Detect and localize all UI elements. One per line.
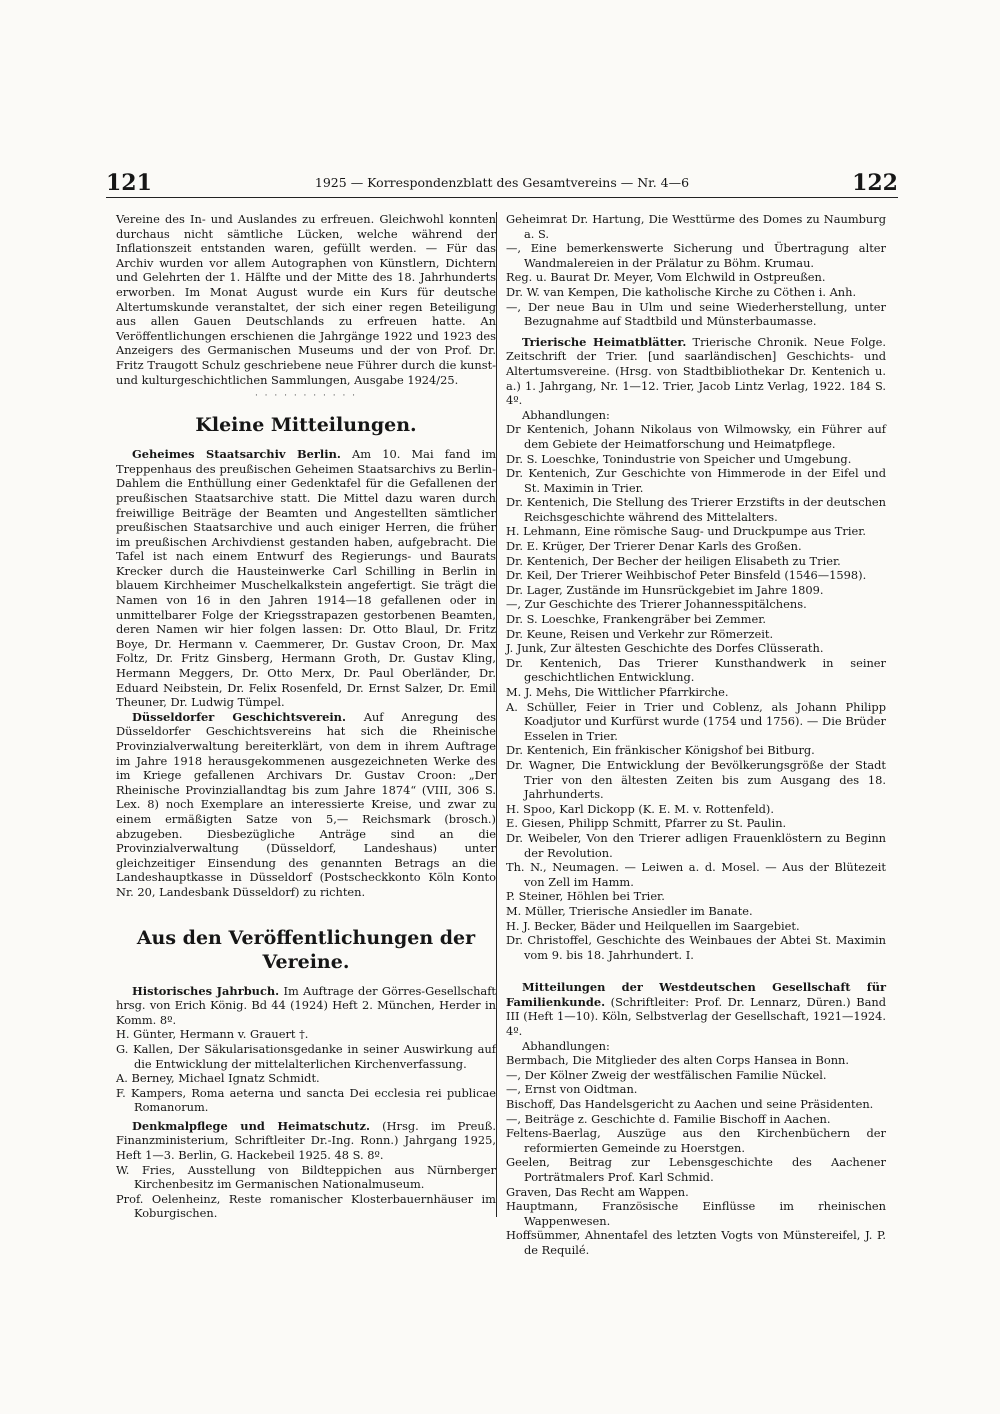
list-item: Dr. S. Loeschke, Tonindustrie von Speicher und Umgebung. [506, 451, 852, 466]
item-trierische-heimatblaetter [506, 335, 886, 408]
column-divider [496, 212, 497, 1217]
list-item: Graven, Das Recht am Wappen. [506, 1184, 689, 1199]
list-item: A. Schüller, Feier in Trier und Coblenz, als Johann Philipp Koadjutor und Kurfürst wurde (1754 und 1756). — Die Brüder Esselen in Trier. [506, 699, 886, 743]
list-item: Dr. Keune, Reisen und Verkehr zur Römerzeit. [506, 626, 774, 641]
item-westdeutsche-gesellschaft [506, 980, 886, 1038]
list-item: G. Kallen, Der Säkularisationsgedanke in seiner Auswirkung auf die Entwicklung der mittelalterlichen Kirchenverfassung. [116, 1041, 496, 1071]
list-item: Dr. Kentenich, Zur Geschichte von Himmerode in der Eifel und St. Maximin in Trier. [506, 466, 886, 495]
list-item: —, Zur Geschichte des Trierer Johannesspitälchens. [506, 597, 807, 612]
item-lead: Mitteilungen der Westdeutschen Gesellschaft für Familienkunde. [506, 980, 886, 1009]
left-column [116, 212, 496, 1221]
section-heading-veroeffentlichungen: Aus den Veröffentlichungen der Vereine. [136, 926, 476, 973]
list-item: Dr. E. Krüger, Der Trierer Denar Karls des Großen. [506, 539, 802, 554]
item-lead: Historisches Jahrbuch. [132, 983, 280, 998]
list-item: J. Junk, Zur ältesten Geschichte des Dorfes Clüsserath. [506, 641, 824, 656]
list-item: Bermbach, Die Mitglieder des alten Corps Hansea in Bonn. [506, 1053, 849, 1068]
item-body: (Schriftleiter: Prof. Dr. Lennarz, Düren.) Band III (Heft 1—10). Köln, Selbstverlag der Gesellschaft, 1921—1924. 4º. [506, 994, 886, 1039]
abhandlungen-label: Abhandlungen: [522, 407, 610, 422]
list-item: Dr. Kentenich, Der Becher der heiligen Elisabeth zu Trier. [506, 553, 841, 568]
list-item: Th. N., Neumagen. — Leiwen a. d. Mosel. — Aus der Blütezeit von Zell im Hamm. [506, 860, 886, 889]
list-item: —, Der neue Bau in Ulm und seine Wiederherstellung, unter Bezugnahme auf Stadtbild und Münsterbaumasse. [506, 299, 886, 329]
item-lead: Geheimes Staatsarchiv Berlin. [132, 447, 341, 462]
list-item: Dr. Wagner, Die Entwicklung der Bevölkerungsgröße der Stadt Trier von den ältesten Zeiten bis zum Ausgang des 18. Jahrhunderts. [506, 757, 886, 802]
list-item: Geheimrat Dr. Hartung, Die Westtürme des Domes zu Naumburg a. S. [506, 212, 886, 241]
list-item: M. J. Mehs, Die Wittlicher Pfarrkirche. [506, 685, 729, 699]
item-body: Trierische Chronik. Neue Folge. Zeitschrift der Trier. [und saarländischen] Geschichts- und Altertumsvereine. (Hrsg. von Stadtbibliothekar Dr. Kentenich u. a.) 1. Jahrgang, Nr. 1—12. Trier, Jacob Lintz Verlag, 1922. 184 S. 4º. [506, 334, 886, 408]
list-item: P. Steiner, Höhlen bei Trier. [506, 889, 665, 904]
list-item: Dr Kentenich, Johann Nikolaus von Wilmowsky, ein Führer auf dem Gebiete der Heimatforschung und Heimatpflege. [506, 422, 886, 451]
running-title: 1925 — Korrespondenzblatt des Gesamtvereins — Nr. 4—6 [314, 175, 690, 190]
list-item: Dr. Lager, Zustände im Hunsrückgebiet im Jahre 1809. [506, 582, 824, 597]
list-item: Reg. u. Baurat Dr. Meyer, Vom Elchwild in Ostpreußen. [506, 270, 826, 285]
list-item: Dr. W. van Kempen, Die katholische Kirche zu Cöthen i. Anh. [506, 284, 857, 299]
running-header [106, 170, 898, 200]
list-item: M. Müller, Trierische Ansiedler im Banate. [506, 903, 753, 918]
right-column [506, 212, 886, 1258]
list-item: —, Beiträge z. Geschichte d. Familie Bischoff in Aachen. [506, 1111, 831, 1126]
list-item: Dr. Weibeler, Von den Trierer adligen Frauenklöstern zu Beginn der Revolution. [506, 830, 886, 860]
list-item: Dr. Kentenich, Die Stellung des Trierer Erzstifts in der deutschen Reichsgeschichte während des Mittelalters. [506, 495, 886, 524]
list-item: Dr. Christoffel, Geschichte des Weinbaues der Abtei St. Maximin vom 9. bis 18. Jahrhundert. I. [506, 933, 886, 962]
item-lead: Düsseldorfer Geschichtsverein. [132, 709, 346, 724]
item-duesseldorfer-geschichtsverein [116, 710, 496, 900]
item-lead: Denkmalpflege und Heimatschutz. [132, 1118, 370, 1133]
list-item: Dr. S. Loeschke, Frankengräber bei Zemmer. [506, 612, 767, 627]
list-item: Geelen, Beitrag zur Lebensgeschichte des Aachener Porträtmalers Prof. Karl Schmid. [506, 1155, 886, 1184]
list-item: Hoffsümmer, Ahnentafel des letzten Vogts von Münstereifel, J. P. de Requilé. [506, 1228, 886, 1257]
intro-paragraph: Vereine des In- und Auslandes zu erfreuen. Gleichwohl konnten durchaus nicht sämtliche Lücken, welche während der Inflationszeit entstanden waren, gefüllt werden. — Für das Archiv wurden vor allem Autographen von Künstlern, Dichtern und Gelehrten der 1. Hälfte und der Mitte des 18. Jahrhunderts erworben. Im Monat August wurde ein Kurs für deutsche Altertumskunde veranstaltet, der sich einer regen Beteiligung aus allen Gauen Deutschlands zu erfreuen hatte. An Veröffentlichungen erschienen die Jahrgänge 1922 und 1923 des Anzeigers des Germanischen Museums und der von Prof. Dr. Fritz Traugott Schulz geschriebene neue Führer durch die kunst- und kulturgeschichtlichen Sammlungen, Ausgabe 1924/25. [116, 212, 496, 387]
list-item: Prof. Oelenheinz, Reste romanischer Klosterbauernhäuser im Koburgischen. [116, 1191, 496, 1221]
section-heading-kleine-mitteilungen: Kleine Mitteilungen. [195, 414, 417, 437]
item-denkmalpflege [116, 1119, 496, 1163]
list-item: E. Giesen, Philipp Schmitt, Pfarrer zu St. Paulin. [506, 816, 787, 831]
list-item: Dr. Keil, Der Trierer Weihbischof Peter Binsfeld (1546—1598). [506, 568, 867, 583]
left-page-number: 121 [106, 170, 152, 196]
list-item: H. J. Becker, Bäder und Heilquellen im Saargebiet. [506, 918, 800, 933]
list-item: Dr. Kentenich, Ein fränkischer Königshof bei Bitburg. [506, 743, 815, 758]
list-item: W. Fries, Ausstellung von Bildteppichen aus Nürnberger Kirchenbesitz im Germanischen Nationalmuseum. [116, 1162, 496, 1192]
list-item: —, Der Kölner Zweig der westfälischen Familie Nückel. [506, 1067, 827, 1082]
list-item: H. Lehmann, Eine römische Saug- und Druckpumpe aus Trier. [506, 524, 867, 539]
item-body: Auf Anregung des Düsseldorfer Geschichtsvereins hat sich die Rheinische Provinzialverwaltung bereiterklärt, von dem in ihrem Auftrage im Jahre 1918 herausgekommenen ausgezeichneten Werke des im Kriege gefallenen Archivars Dr. Gustav Croon: „Der Rheinische Provinziallandtag bis zum Jahre 1874“ (VIII, 306 S. Lex. 8) noch Exemplare an interessierte Kreise, und zwar zu einem ermäßigten Satze von 5,— Reichsmark (brosch.) abzugeben. Diesbezügliche Anträge sind an die Provinzialverwaltung (Düsseldorf, Landeshaus) unter gleichzeitiger Einsendung des genannten Betrags an die Landeshauptkasse in Düsseldorf (Postscheckkonto Köln Konto Nr. 20, Landesbank Düsseldorf) zu richten. [116, 709, 496, 899]
item-geheimes-staatsarchiv [116, 447, 496, 710]
separator: · · · · · · · · · · · [254, 391, 358, 402]
list-item: H. Günter, Hermann v. Grauert †. [116, 1027, 309, 1042]
list-item: Feltens-Baerlag, Auszüge aus den Kirchenbüchern der reformierten Gemeinde zu Hoerstgen. [506, 1126, 886, 1155]
list-item: —, Eine bemerkenswerte Sicherung und Übertragung alter Wandmalereien in der Prälatur zu Böhm. Krumau. [506, 241, 886, 270]
list-item: Dr. Kentenich, Das Trierer Kunsthandwerk in seiner geschichtlichen Entwicklung. [506, 655, 886, 685]
item-lead: Trierische Heimatblätter. [522, 334, 687, 349]
right-page-number: 122 [852, 170, 898, 196]
list-item: A. Berney, Michael Ignatz Schmidt. [116, 1071, 320, 1086]
list-item: F. Kampers, Roma aeterna und sancta Dei ecclesia rei publicae Romanorum. [116, 1085, 496, 1115]
item-body: Am 10. Mai fand im Treppenhaus des preußischen Geheimen Staatsarchivs zu Berlin-Dahlem die Enthüllung einer Gedenktafel für die Gefallenen der preußischen Staatsarchive statt. Die Mittel dazu waren durch freiwillige Beiträge der Beamten und Angestellten sämtlicher preußischen Staatsarchive und auch einiger Herren, die früher im preußischen Archivdienst gestanden haben, aufgebracht. Die Tafel ist nach einem Entwurf des Regierungs- und Baurats Krecker durch die Hausteinwerke Carl Schilling in Berlin in blauem Kirchheimer Muschelkalkstein angefertigt. Sie trägt die Namen von 16 in den Jahren 1914—18 gefallenen oder in unmittelbarer Folge der Kriegsstrapazen gestorbenen Beamten, deren Namen wir hier folgen lassen: Dr. Otto Blaul, Dr. Fritz Boye, Dr. Hermann v. Caemmerer, Dr. Gustav Croon, Dr. Max Foltz, Dr. Fritz Ginsberg, Hermann Groth, Dr. Gustav Kling, Hermann Meggers, Dr. Otto Merx, Dr. Paul Oberländer, Dr. Eduard Neibstein, Dr. Felix Rosenfeld, Dr. Ernst Salzer, Dr. Emil Theuner, Dr. Ludwig Tümpel. [116, 447, 497, 710]
item-body: Im Auftrage der Görres-Gesellschaft hrsg. von Erich König. Bd 44 (1924) Heft 2. München, Herder in Komm. 8º. [116, 983, 496, 1027]
header-rule [106, 197, 898, 198]
item-body: (Hrsg. im Preuß. Finanzministerium, Schriftleiter Dr.-Ing. Ronn.) Jahrgang 1925, Heft 1—3. Berlin, G. Hackebeil 1925. 48 S. 8º. [116, 1118, 496, 1163]
list-item: —, Ernst von Oidtman. [506, 1082, 638, 1097]
list-item: Hauptmann, Französische Einflüsse im rheinischen Wappenwesen. [506, 1199, 886, 1228]
list-item: H. Spoo, Karl Dickopp (K. E. M. v. Rottenfeld). [506, 801, 774, 816]
list-item: Bischoff, Das Handelsgericht zu Aachen und seine Präsidenten. [506, 1097, 874, 1112]
item-historisches-jahrbuch [116, 984, 496, 1028]
abhandlungen-label: Abhandlungen: [522, 1038, 610, 1053]
